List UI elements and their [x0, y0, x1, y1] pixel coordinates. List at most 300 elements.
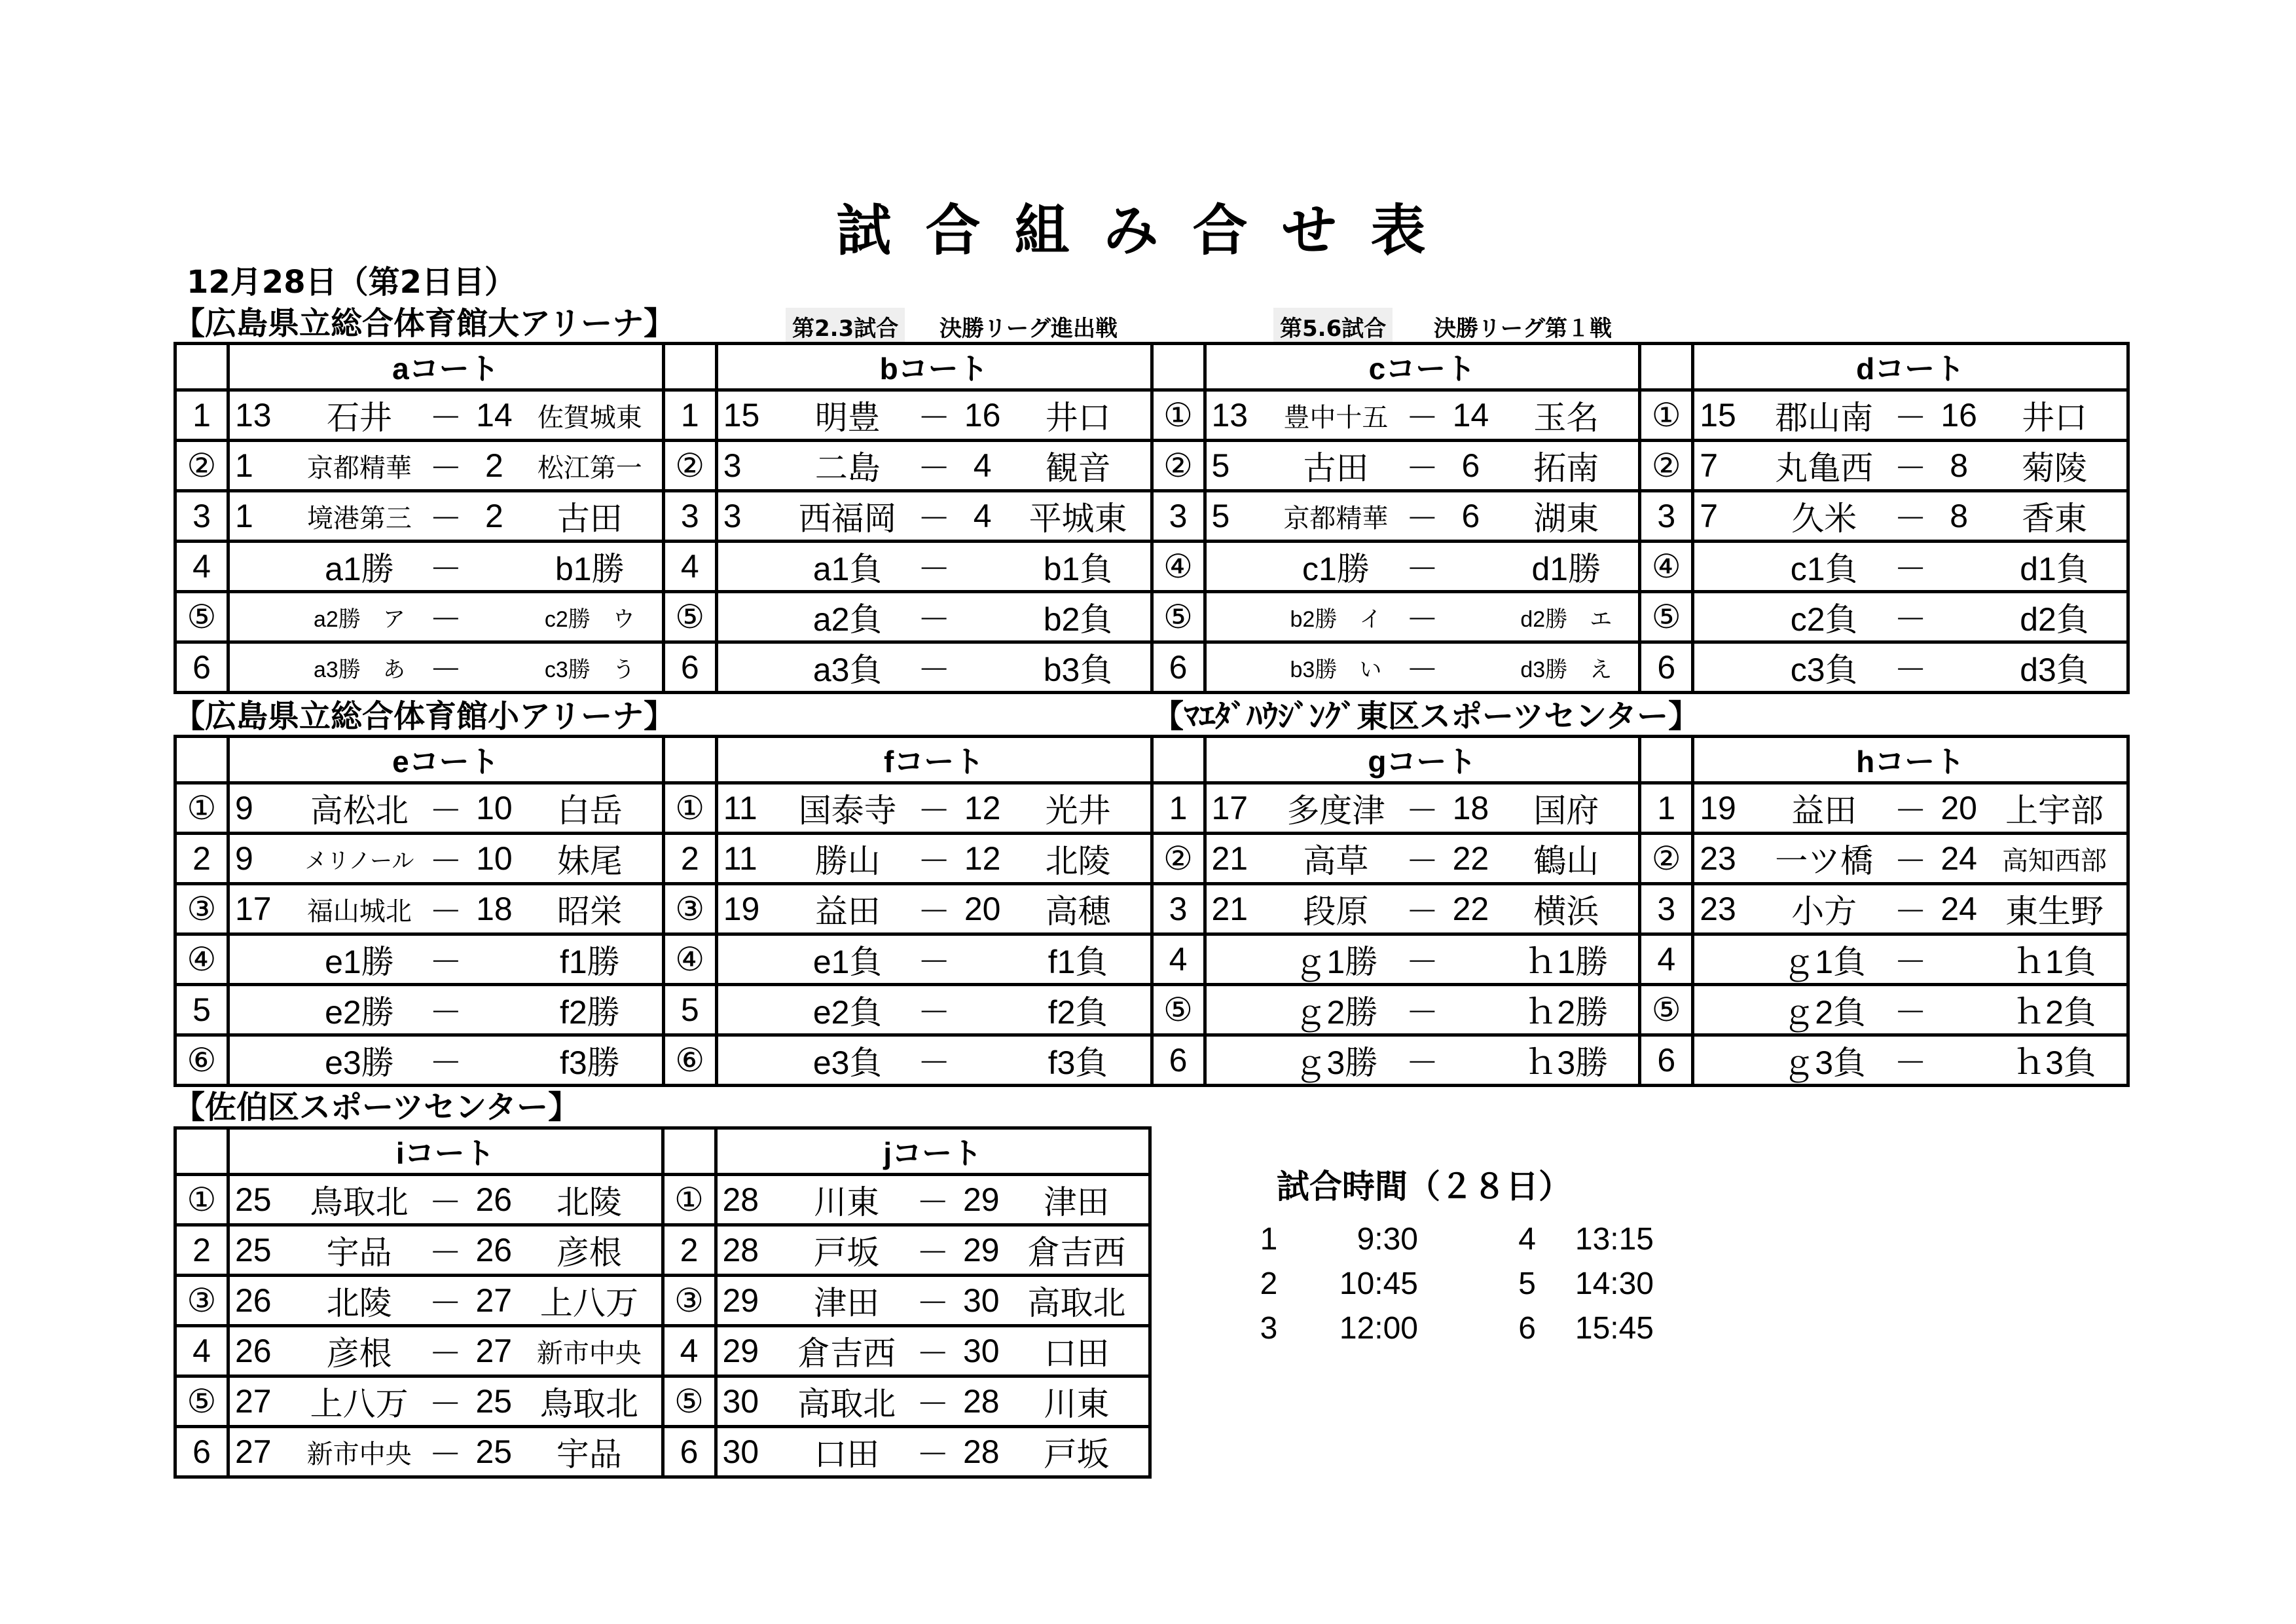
game-number: ⑥: [175, 1035, 228, 1086]
team-number-2: 16: [1941, 397, 1977, 434]
team-name-2: 高穂: [1045, 893, 1111, 930]
team-name-1: 二島: [814, 450, 881, 487]
team-number-2: 2: [484, 447, 503, 484]
team-name-1: 高草: [1303, 843, 1369, 879]
note-games-5-6: 第5.6試合: [1273, 308, 1393, 345]
versus-dash: －: [429, 893, 462, 930]
team-number-1: 3: [723, 447, 742, 484]
team-name-2: f1勝: [559, 944, 620, 980]
team-number-1: 28: [722, 1232, 759, 1268]
team-name-1: 豊中十五: [1283, 403, 1389, 432]
team-name-1: e1勝: [325, 944, 394, 980]
match-cell: [1205, 491, 1640, 542]
team-name-1: 川東: [814, 1184, 880, 1221]
match-cell: [716, 985, 1152, 1035]
table-row: [175, 1427, 1150, 1477]
versus-dash: －: [916, 1436, 949, 1473]
court-header-spacer: [1152, 737, 1205, 783]
team-name-1: 境港第三: [306, 504, 412, 533]
versus-dash: －: [1406, 399, 1439, 436]
match-cell: [228, 1225, 663, 1276]
game-number: 3: [1260, 1310, 1278, 1346]
match-cell: [1693, 783, 2128, 834]
game-number: 3: [1640, 491, 1693, 542]
versus-dash: －: [429, 500, 462, 537]
versus-dash: －: [1894, 792, 1927, 829]
team-name-1: 段原: [1303, 893, 1369, 930]
match-cell: [716, 390, 1152, 441]
versus-dash: －: [1894, 843, 1927, 879]
match-cell: [228, 491, 664, 542]
team-name-1: 一ツ橋: [1775, 843, 1874, 879]
team-name-2: 鶴山: [1533, 843, 1599, 879]
match-cell: [1693, 441, 2128, 491]
team-number-1: 3: [723, 498, 742, 534]
versus-dash: －: [1406, 601, 1439, 638]
team-name-1: 高取北: [797, 1386, 896, 1422]
versus-dash: －: [1894, 551, 1927, 587]
versus-dash: －: [917, 893, 951, 930]
team-name-1: e3負: [812, 1044, 883, 1081]
team-number-2: 20: [1941, 790, 1977, 826]
game-number: ②: [1152, 441, 1205, 491]
game-number: 5: [1518, 1266, 1536, 1301]
team-name-2: 倉吉西: [1027, 1234, 1126, 1271]
team-name-2: ｈ2負: [2013, 994, 2096, 1031]
team-name-1: a2勝 ア: [314, 606, 405, 632]
table-row: [175, 390, 2128, 441]
match-cell: [716, 542, 1152, 592]
team-name-2: 井口: [2022, 399, 2088, 436]
game-number: ⑤: [1640, 592, 1693, 642]
match-cell: [1693, 985, 2128, 1035]
team-name-1: ｇ2勝: [1294, 994, 1378, 1031]
match-times: [1237, 1160, 1654, 1350]
versus-dash: －: [917, 652, 951, 688]
team-number-1: 21: [1211, 891, 1248, 927]
versus-dash: －: [917, 551, 951, 587]
game-number: 4: [175, 542, 228, 592]
team-number-1: 17: [235, 891, 272, 927]
team-name-1: 石井: [326, 399, 392, 436]
team-name-1: 益田: [814, 893, 881, 930]
team-name-2: 横浜: [1533, 893, 1599, 930]
game-number: 6: [1640, 642, 1693, 693]
team-name-1: a2負: [812, 601, 883, 638]
team-name-2: ｈ2勝: [1524, 994, 1609, 1031]
team-name-2: 玉名: [1533, 399, 1599, 436]
versus-dash: －: [429, 1184, 462, 1221]
team-number-1: 7: [1700, 498, 1719, 534]
game-number: ⑤: [175, 1376, 228, 1427]
court-header-spacer: [175, 344, 228, 390]
team-name-1: 小方: [1791, 893, 1857, 930]
team-name-2: 松江第一: [537, 453, 642, 483]
table-row: [175, 441, 2128, 491]
team-name-1: 高松北: [310, 792, 409, 829]
team-number-1: 1: [235, 498, 253, 534]
match-cell: [716, 783, 1152, 834]
team-number-1: 9: [235, 790, 253, 826]
game-number: 1: [1260, 1221, 1278, 1257]
team-number-2: 28: [962, 1383, 1000, 1420]
team-name-1: 口田: [814, 1436, 880, 1473]
versus-dash: －: [429, 551, 462, 587]
match-cell: [716, 934, 1152, 985]
table-row: [175, 934, 2128, 985]
game-number: ⑤: [1152, 985, 1205, 1035]
team-name-1: a1勝: [325, 551, 394, 587]
team-name-1: a3勝 あ: [314, 657, 405, 682]
table-row: [175, 1326, 1150, 1376]
team-name-2: b3負: [1043, 652, 1113, 688]
team-name-1: 西福岡: [798, 500, 897, 537]
team-name-2: d3負: [2020, 652, 2089, 688]
game-number: 4: [1152, 934, 1205, 985]
game-number: 3: [1152, 491, 1205, 542]
game-number: ①: [1640, 390, 1693, 441]
team-name-2: d2負: [2020, 601, 2089, 638]
table-row: [175, 1376, 1150, 1427]
table-row: [175, 491, 2128, 542]
game-number: ⑥: [663, 1035, 716, 1086]
game-number: 1: [1152, 783, 1205, 834]
versus-dash: －: [917, 944, 951, 980]
game-number: 1: [663, 390, 716, 441]
team-name-2: 口田: [1044, 1335, 1110, 1372]
team-number-1: 5: [1211, 498, 1230, 534]
court-header: aコート: [228, 344, 664, 390]
game-number: ④: [663, 934, 716, 985]
game-number: 6: [1152, 642, 1205, 693]
team-number-2: 16: [964, 397, 1001, 434]
team-name-2: 昭栄: [556, 893, 623, 930]
team-number-2: 27: [475, 1333, 513, 1369]
team-number-2: 14: [1452, 397, 1489, 434]
note-qualifier: 決勝リーグ進出戦: [939, 316, 1118, 342]
page-title: 試合組み合せ表: [836, 198, 1460, 263]
game-number: ①: [663, 1175, 716, 1225]
team-name-1: 丸亀西: [1775, 450, 1874, 487]
court-header: gコート: [1205, 737, 1640, 783]
match-cell: [228, 1427, 663, 1477]
court-header: bコート: [716, 344, 1152, 390]
team-number-2: 12: [964, 840, 1001, 877]
match-cell: [1205, 1035, 1640, 1086]
versus-dash: －: [429, 1335, 462, 1372]
match-cell: [716, 642, 1152, 693]
team-number-1: 27: [235, 1383, 272, 1420]
start-time: 9:30: [1357, 1221, 1418, 1257]
team-number-2: 27: [475, 1282, 513, 1319]
team-number-2: 18: [476, 891, 513, 927]
match-cell: [716, 1326, 1150, 1376]
table-row: [175, 542, 2128, 592]
versus-dash: －: [1894, 994, 1927, 1031]
team-number-1: 1: [235, 447, 253, 484]
match-cell: [228, 783, 664, 834]
match-cell: [716, 1427, 1150, 1477]
date-label: 12月28日（第2日目）: [187, 264, 516, 301]
game-number: 6: [1518, 1310, 1536, 1346]
team-name-2: b1負: [1043, 551, 1113, 587]
versus-dash: －: [1406, 893, 1439, 930]
match-times-header: 試合時間（２８日）: [1277, 1168, 1571, 1205]
team-name-2: 鳥取北: [539, 1386, 638, 1422]
match-cell: [228, 1276, 663, 1326]
team-name-1: 宇品: [326, 1234, 392, 1271]
team-name-1: 久米: [1791, 500, 1857, 537]
court-header-spacer: [175, 1128, 228, 1175]
team-name-1: ｇ3負: [1782, 1044, 1867, 1081]
schedule-table-small-arena: [173, 735, 2130, 1087]
team-name-2: d2勝 エ: [1520, 606, 1613, 632]
versus-dash: －: [917, 500, 951, 537]
court-header-spacer: [1640, 344, 1693, 390]
game-number: 2: [175, 1225, 228, 1276]
court-header: eコート: [228, 737, 664, 783]
team-name-2: 上宇部: [2005, 792, 2104, 829]
versus-dash: －: [916, 1184, 949, 1221]
game-number: 4: [1518, 1221, 1536, 1257]
court-header: fコート: [716, 737, 1152, 783]
team-number-1: 28: [722, 1181, 759, 1218]
game-number: ⑤: [663, 592, 716, 642]
versus-dash: －: [429, 450, 462, 487]
game-number: ②: [1640, 441, 1693, 491]
table-row: [175, 592, 2128, 642]
team-number-1: 25: [235, 1181, 272, 1218]
match-cell: [228, 1175, 663, 1225]
team-number-1: 29: [722, 1333, 759, 1369]
game-number: ①: [175, 1175, 228, 1225]
game-number: 1: [175, 390, 228, 441]
team-number-2: 4: [973, 498, 992, 534]
team-number-1: 26: [235, 1333, 272, 1369]
versus-dash: －: [1894, 893, 1927, 930]
team-number-2: 6: [1461, 447, 1480, 484]
team-name-2: 佐賀城東: [537, 403, 642, 432]
game-number: 6: [175, 642, 228, 693]
match-cell: [716, 1376, 1150, 1427]
game-number: ⑤: [1152, 592, 1205, 642]
team-name-1: 戸坂: [814, 1234, 880, 1271]
team-name-1: ｇ3勝: [1294, 1044, 1378, 1081]
game-number: ②: [175, 441, 228, 491]
versus-dash: －: [917, 450, 951, 487]
team-number-2: 28: [962, 1433, 1000, 1470]
game-number: 4: [1640, 934, 1693, 985]
match-cell: [716, 592, 1152, 642]
match-cell: [228, 1035, 664, 1086]
match-cell: [1205, 542, 1640, 592]
team-name-1: a1負: [812, 551, 883, 587]
match-cell: [1205, 642, 1640, 693]
table-row: [175, 1276, 1150, 1326]
team-name-1: ｇ1勝: [1294, 944, 1378, 980]
game-number: 3: [175, 491, 228, 542]
team-name-1: 鳥取北: [310, 1184, 409, 1221]
team-name-2: ｈ1負: [2013, 944, 2096, 980]
table-row: [175, 834, 2128, 884]
versus-dash: －: [429, 1285, 462, 1321]
court-header-spacer: [663, 344, 716, 390]
team-number-1: 17: [1211, 790, 1248, 826]
team-name-2: c2勝 ウ: [544, 606, 635, 632]
match-time-row: [1237, 1306, 1654, 1350]
match-cell: [1693, 491, 2128, 542]
game-number: 3: [1640, 884, 1693, 934]
team-number-1: 9: [235, 840, 253, 877]
game-number: ③: [175, 884, 228, 934]
venue-saeki-center: 【佐伯区スポーツセンター】: [173, 1089, 580, 1126]
team-number-2: 25: [475, 1383, 513, 1420]
match-cell: [1693, 934, 2128, 985]
court-header: dコート: [1693, 344, 2128, 390]
team-name-2: 津田: [1044, 1184, 1110, 1221]
court-header-spacer: [1640, 737, 1693, 783]
versus-dash: －: [917, 601, 951, 638]
team-number-2: 18: [1452, 790, 1489, 826]
team-number-1: 13: [235, 397, 272, 434]
table-row: [175, 985, 2128, 1035]
versus-dash: －: [917, 843, 951, 879]
team-number-1: 29: [722, 1282, 759, 1319]
schedule-table-main-arena: [173, 342, 2130, 694]
match-cell: [716, 1035, 1152, 1086]
versus-dash: －: [429, 1234, 462, 1271]
match-cell: [1205, 783, 1640, 834]
team-name-1: c1負: [1790, 551, 1858, 587]
game-number: 2: [175, 834, 228, 884]
versus-dash: －: [1406, 652, 1439, 688]
versus-dash: －: [429, 843, 462, 879]
team-name-2: 戸坂: [1044, 1436, 1110, 1473]
schedule-table-saeki: [173, 1126, 1152, 1479]
game-number: ③: [663, 884, 716, 934]
game-number: ②: [1640, 834, 1693, 884]
team-number-1: 23: [1700, 891, 1736, 927]
game-number: 4: [663, 1326, 716, 1376]
team-name-2: 宇品: [556, 1436, 622, 1473]
team-name-2: 高取北: [1027, 1285, 1126, 1321]
court-header: cコート: [1205, 344, 1640, 390]
versus-dash: －: [1406, 500, 1439, 537]
game-number: ⑤: [175, 592, 228, 642]
table-row: [175, 642, 2128, 693]
match-cell: [1205, 390, 1640, 441]
team-name-1: c3負: [1790, 652, 1858, 688]
game-number: ④: [175, 934, 228, 985]
versus-dash: －: [1894, 450, 1927, 487]
note-final-league: 決勝リーグ第１戦: [1434, 316, 1612, 342]
team-name-2: 新市中央: [536, 1338, 642, 1368]
team-number-1: 13: [1211, 397, 1248, 434]
team-name-2: 北陵: [556, 1184, 622, 1221]
team-name-2: ｈ3負: [2013, 1044, 2096, 1081]
game-number: 2: [1260, 1266, 1278, 1301]
team-name-1: ｇ1負: [1782, 944, 1867, 980]
versus-dash: －: [1894, 601, 1927, 638]
game-number: ④: [1152, 542, 1205, 592]
match-time-row: [1237, 1217, 1654, 1261]
court-header: jコート: [716, 1128, 1150, 1175]
team-name-2: 古田: [556, 500, 623, 537]
versus-dash: －: [1894, 652, 1927, 688]
start-time: 15:45: [1575, 1310, 1654, 1346]
team-name-1: 多度津: [1286, 792, 1385, 829]
team-name-1: b3勝 い: [1290, 657, 1382, 682]
team-number-1: 7: [1700, 447, 1719, 484]
team-number-2: 10: [476, 840, 513, 877]
team-name-2: 川東: [1044, 1386, 1110, 1422]
versus-dash: －: [916, 1335, 949, 1372]
team-name-2: c3勝 う: [544, 657, 635, 682]
team-number-1: 30: [722, 1433, 759, 1470]
game-number: 5: [663, 985, 716, 1035]
team-number-2: 26: [475, 1181, 513, 1218]
team-number-2: 24: [1941, 840, 1977, 877]
team-number-2: 29: [962, 1181, 1000, 1218]
match-cell: [1205, 441, 1640, 491]
team-number-2: 8: [1950, 498, 1969, 534]
court-header: iコート: [228, 1128, 663, 1175]
team-number-2: 22: [1452, 840, 1489, 877]
match-cell: [228, 985, 664, 1035]
team-name-1: 福山城北: [306, 896, 412, 926]
team-name-1: e1負: [812, 944, 883, 980]
team-name-2: 湖東: [1533, 500, 1599, 537]
team-name-2: 国府: [1533, 792, 1599, 829]
match-cell: [716, 834, 1152, 884]
team-name-1: 勝山: [814, 843, 881, 879]
match-cell: [1693, 592, 2128, 642]
team-name-1: メリノール: [304, 848, 414, 874]
team-number-1: 5: [1211, 447, 1230, 484]
team-name-1: e2負: [812, 994, 883, 1031]
team-name-1: 郡山南: [1775, 399, 1874, 436]
team-name-1: 新市中央: [306, 1439, 412, 1469]
team-name-2: 香東: [2022, 500, 2088, 537]
match-cell: [228, 884, 664, 934]
team-name-2: 観音: [1045, 450, 1111, 487]
game-number: 1: [1640, 783, 1693, 834]
team-number-1: 15: [1700, 397, 1736, 434]
team-name-2: 北陵: [1045, 843, 1111, 879]
versus-dash: －: [1894, 1044, 1927, 1081]
game-number: 5: [175, 985, 228, 1035]
match-cell: [716, 441, 1152, 491]
match-cell: [228, 934, 664, 985]
team-number-1: 25: [235, 1232, 272, 1268]
venue-small-arena: 【広島県立総合体育館小アリーナ】: [173, 698, 676, 735]
versus-dash: －: [917, 399, 951, 436]
team-number-1: 15: [723, 397, 760, 434]
team-number-2: 20: [964, 891, 1001, 927]
table-row: [175, 1175, 1150, 1225]
game-number: ⑤: [663, 1376, 716, 1427]
team-name-1: 北陵: [326, 1285, 392, 1321]
start-time: 14:30: [1575, 1266, 1654, 1301]
team-name-1: 彦根: [326, 1335, 392, 1372]
team-number-2: 30: [962, 1282, 1000, 1319]
team-number-2: 29: [962, 1232, 1000, 1268]
game-number: 6: [175, 1427, 228, 1477]
team-name-1: c2負: [1790, 601, 1858, 638]
team-name-2: 上八万: [539, 1285, 638, 1321]
match-cell: [1693, 542, 2128, 592]
match-cell: [1205, 884, 1640, 934]
